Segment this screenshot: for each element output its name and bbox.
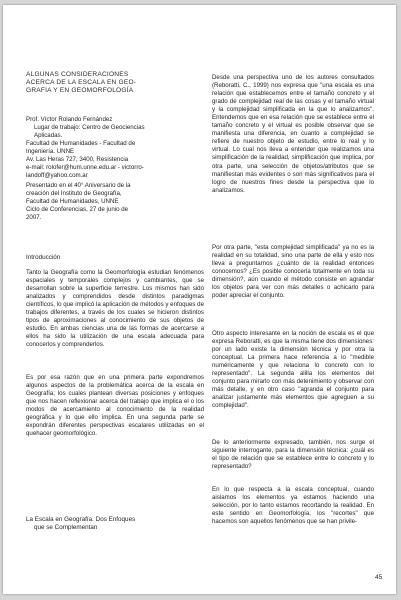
author-name: Prof. Víctor Rolando Fernández xyxy=(26,116,113,123)
author-email: e-mail: rolofer@hum.unne.edu.ar - victorro- xyxy=(26,164,144,171)
title-line: ALGUNAS CONSIDERACIONES xyxy=(26,71,129,78)
body-paragraph: Otro aspecto interesante en la noción de escala es el que expresa Reboratti, es que la misma tiene dos dimensiones: por un lado existe la dimensión técnica y por otra la conceptual. La primera hace referencia a lo "medible numéricamente y que relaciona lo concreto con lo representado". La segunda alilla los elementos del conjunto para mirarlo con más detenimiento y observar con más detalle, y en otro caso "agranda el conjunto para analizar justamente más elementos que agreguen a su complejidad". xyxy=(212,330,374,410)
body-paragraph: De lo anteriormente expresado, también, nos surge el siguiente interrogante, para la dimensión técnica: ¿cuál es el tipo de relación que se establece entre lo concreto y lo representado? xyxy=(212,439,374,471)
presentation-line: 2007. xyxy=(26,214,42,221)
body-paragraph: Por otra parte, "esta complejidad simplificada" ya no es la realidad en su totalidad, sino una parte de ella y esto nos lleva a preguntarnos ¿cuánto de la realidad entonces conocemos? ¿Es posible conocerla totalmente en toda su dimensión?, aún cuando el método consiste en agrandar los objetos para ver con más detalles o achicarlo para poder apreciar el conjunto. xyxy=(212,244,374,300)
section-heading-line: que se Complementan xyxy=(34,524,98,531)
section-heading-escala xyxy=(26,516,196,532)
presentation-line: Presentado en el 40° Aniversario de la xyxy=(26,182,131,189)
body-paragraph: En lo que respecta a la escala conceptual, cuando aislamos los elementos ya estamos haciendo una selección, por lo tanto estamos recortando la realidad. En este sentido en Geomorfología, los "recortes" que hacemos son aquellos fenómenos que se han privile- xyxy=(212,486,374,526)
presentation-line: Facultad de Humanidades, UNNE xyxy=(26,198,119,205)
section-heading-line: La Escala en Geografía. Dos Enfoques xyxy=(26,516,136,523)
body-paragraph: Desde una perspectiva uno de los autores consultados (Reboratti, C., 1999) nos expresa que "una escala es una relación que establecemos entre el tamaño concreto y el grado de complejidad real de las cosas y el tamaño virtual y la complejidad simplificada en la que lo analizamos". Entendemos que en esa relación que se establece entre el tamaño concreto y el virtual es posible observar que se manifiesta una diferencia, en cuanto a complejidad se refiere de nuestro objeto de estudio, entre lo real y lo virtual. Lo cual nos lleva a entender que realizamos una simplificación de la realidad, simplificación que implica, por otra parte, una selección de objetos/atributos que se manifiestan más evidentes o son más significativos para el logro de nuestros fines desde la perspectiva que lo analizamos. xyxy=(212,74,374,194)
author-line: Ingeniería. UNNE xyxy=(26,148,75,155)
page-number: 45 xyxy=(375,574,383,581)
author-line: Lugar de trabajo: Centro de Geociencias xyxy=(34,124,145,131)
title-line: ACERCA DE LA ESCALA EN GEO- xyxy=(26,79,137,86)
presentation-line: creación del Instituto de Geografía, xyxy=(26,190,122,197)
author-email: landoff@yahoo.com.ar xyxy=(26,172,88,179)
title-line: GRAFIA Y EN GEOMORFOLOGÍA xyxy=(26,87,134,94)
author-line: Facultad de Humanidades - Facultad de xyxy=(26,140,136,147)
body-paragraph: Es por esa razón que en una primera parte expondremos algunos aspectos de la problemática acerca de la escala en Geografía; los cuales plantean diversas posiciones y enfoques que nos hacen reflexionar acerca del trabajo que implica el o los modos de acercamiento al conocimiento de la realidad geográfica y lo que ello implica. En una segunda parte se expondrán diferentes perspectivas escalares utilizadas en el quehacer geomorfológico. xyxy=(26,374,204,438)
author-block xyxy=(26,116,145,180)
presentation-line: Ciclo de Conferencias, 27 de junio de xyxy=(26,206,129,213)
document-page xyxy=(3,5,396,594)
section-heading-introduction: Introducción xyxy=(26,254,61,261)
author-line: Av. Las Heras 727, 3400, Resistencia xyxy=(26,156,129,163)
article-title xyxy=(26,71,136,95)
author-line: Aplicadas. xyxy=(34,132,63,139)
presentation-note xyxy=(26,182,131,222)
body-paragraph: Tanto la Geografía como la Geomorfología estudian fenómenos espaciales y temporales complejos y cambiantes, que se desarrollan sobre la superficie terrestre. Los mismos han sido analizados y comprendidos desde distintos paradigmas científicos, lo que implicó la aplicación de métodos y enfoques de trabajos diferentes, a través de los cuales se hicieron distintos tipos de aproximaciones al conocimiento de sus objetos de estudio. En ambas ciencias una de las formas de acercarse a ellos ha sido la utilización de una escala adecuada para conocerlos y comprenderlos. xyxy=(26,269,204,349)
